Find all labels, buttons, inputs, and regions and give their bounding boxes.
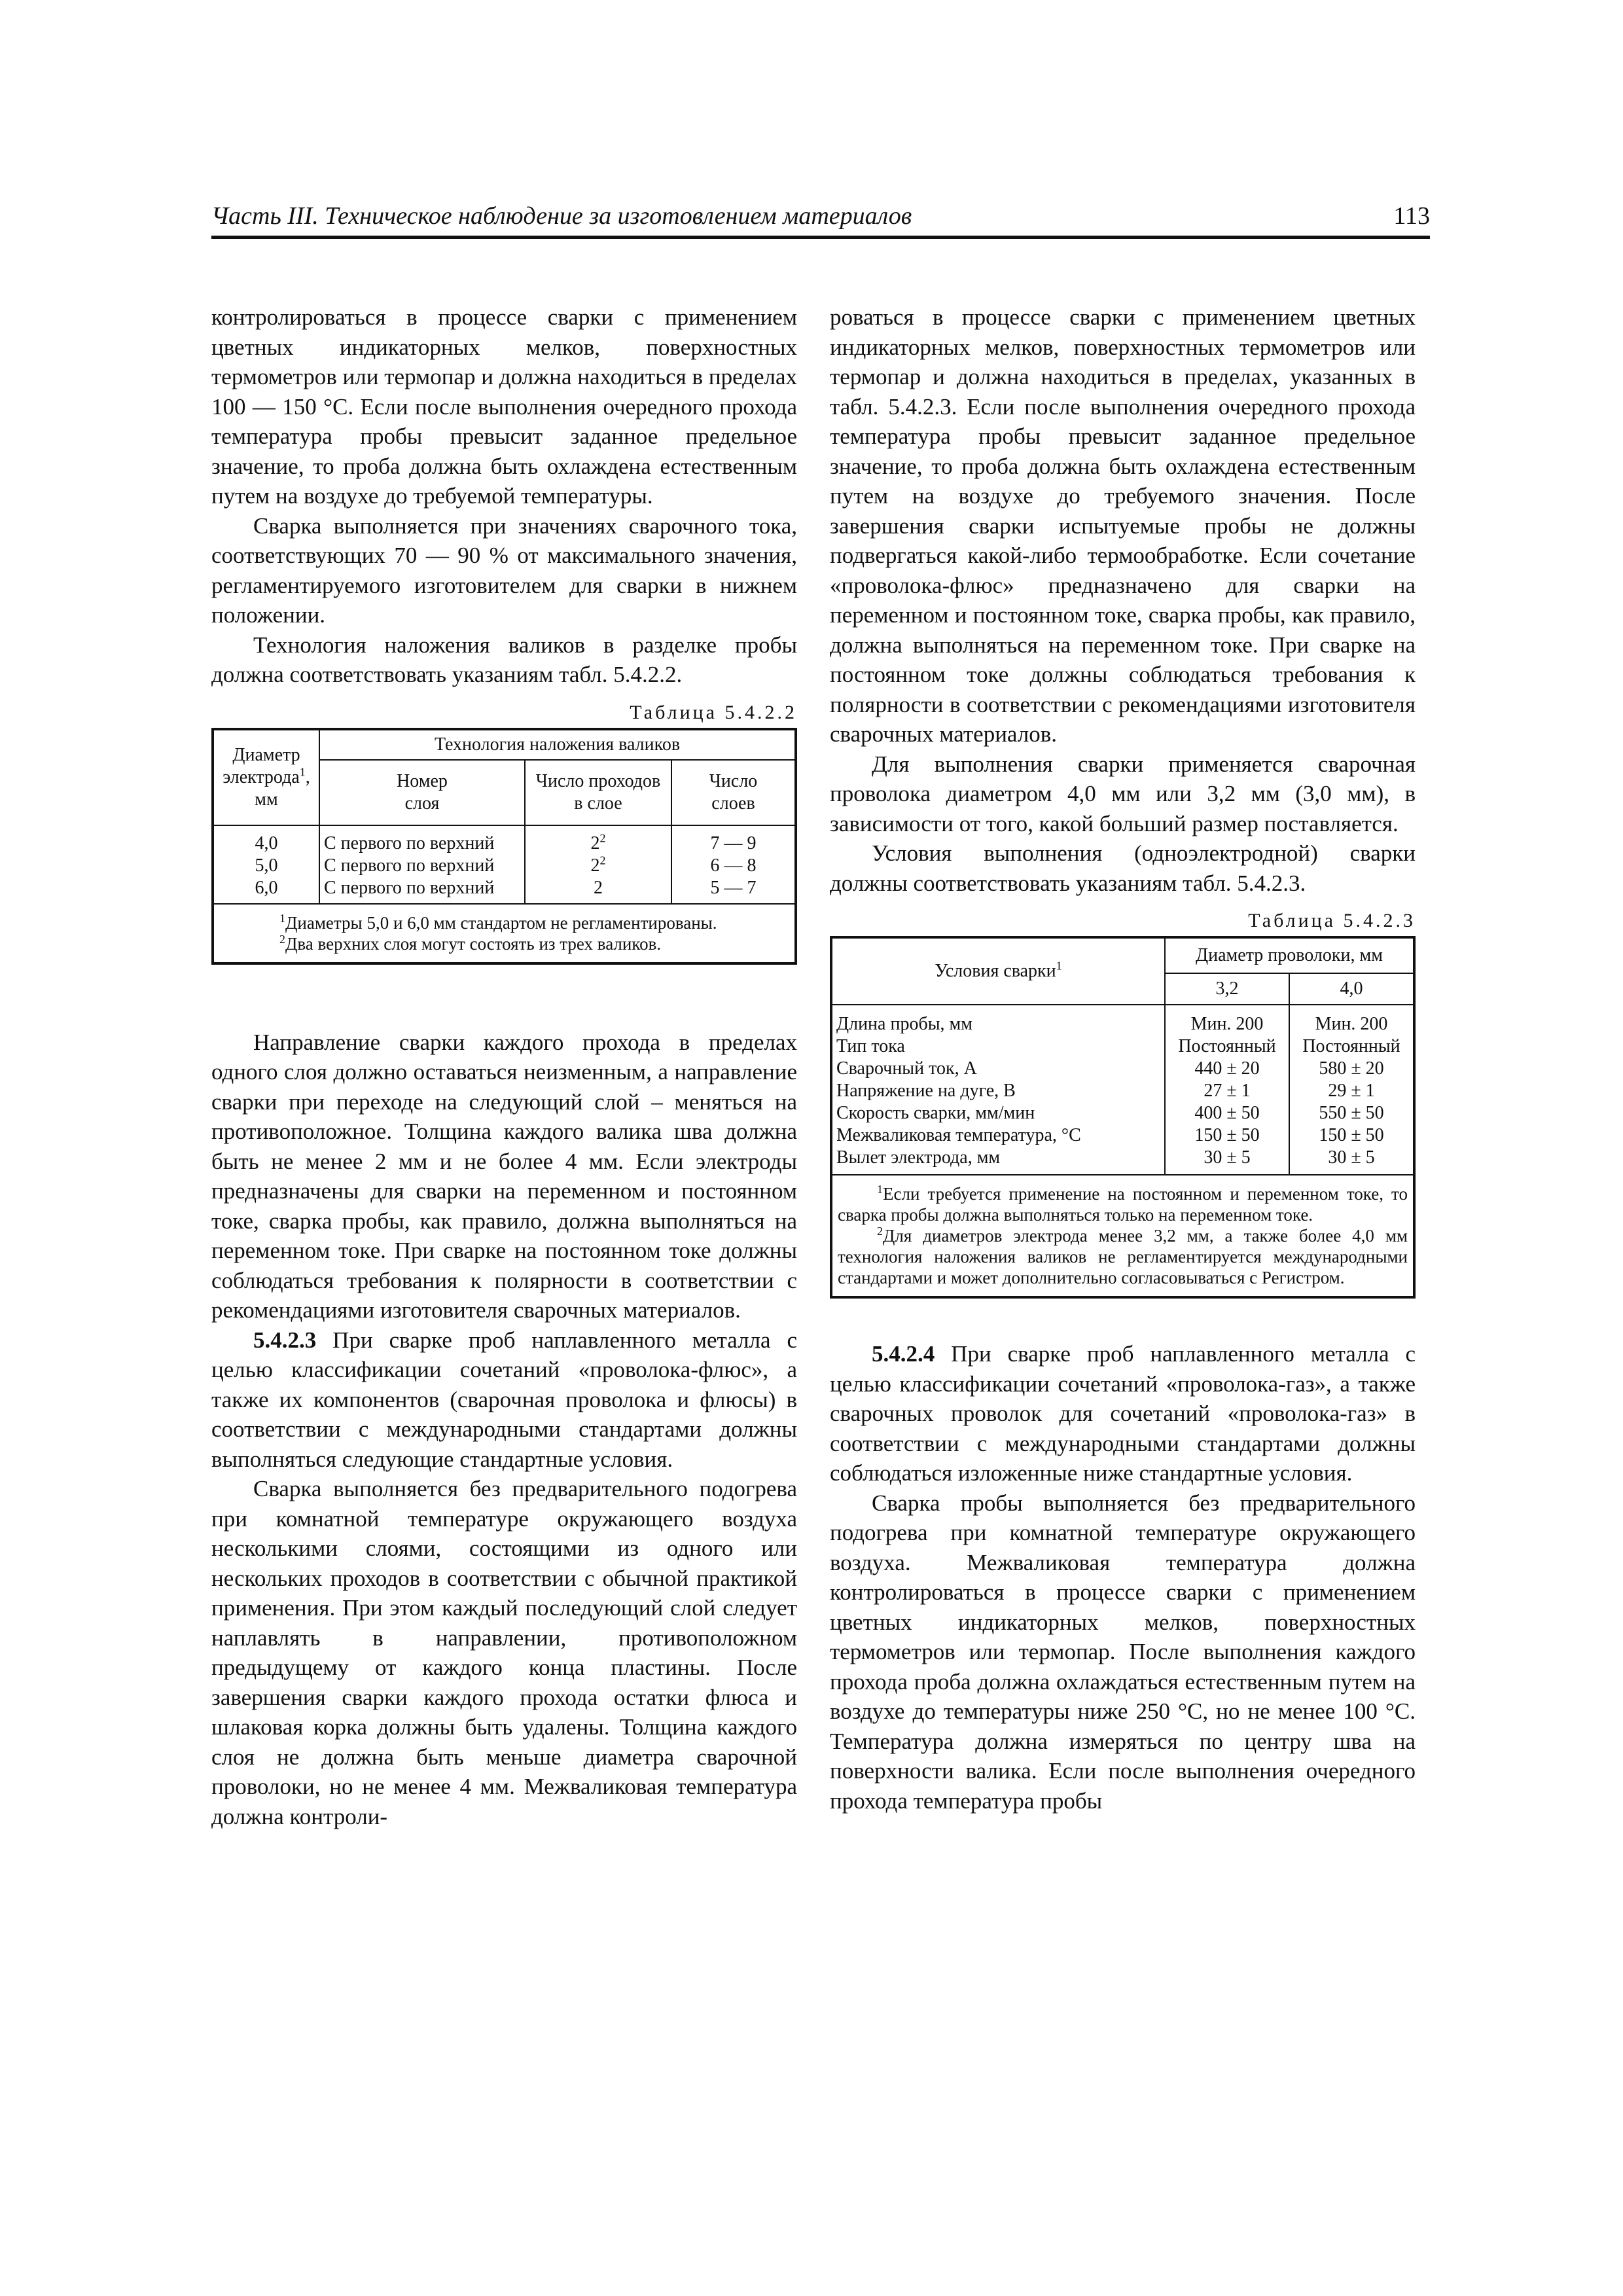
header-wire-diameter: Диаметр проволоки, мм — [1165, 937, 1414, 973]
header-layer-line2: слоя — [404, 793, 440, 814]
cell-layer-count: 6 — 8 — [710, 855, 757, 876]
footnote-mark: 2 — [599, 831, 606, 845]
footnote-mark: 1 — [279, 911, 285, 925]
footnote-mark: 1 — [877, 1183, 883, 1196]
cell-value-3-2: 27 ± 1 — [1204, 1081, 1251, 1101]
cell-value-3-2: 400 ± 50 — [1194, 1103, 1260, 1123]
header-layer-count — [671, 760, 796, 825]
table-beads — [211, 728, 797, 965]
cell-passes: 2 — [590, 833, 600, 853]
header-diameter-unit: , мм — [255, 766, 310, 810]
table-caption: Таблица 5.4.2.2 — [630, 701, 797, 723]
left-paragraph-6: Сварка выполняется без предварительного подогрева при комнатной температуре окружающего воздуха несколькими слоями, состоящими из одного или нескольких проходов в соответствии с обычной практикой применения. При этом каждый последующий слой следует наплавлять в направлении, противоположном предыдущему от каждого конца пластины. После завершения сварки каждого прохода остатки флюса и шлаковая корка должны быть удалены. Толщина каждого слоя не должна быть меньше диаметра сварочной проволоки, но не менее 4 мм. Межваликовая температура должна контроли- — [211, 1476, 797, 1829]
right-paragraph-4 — [830, 1339, 1416, 1488]
left-paragraph-4: Направление сварки каждого прохода в пределах одного слоя должно оставаться неизменным, а направление сварки при переходе на следующий слой – меняться на противоположное. Толщина каждого валика шва должна быть не менее 2 мм и не более 4 мм. Если электроды предназначены для сварки на переменном и постоянном токе, сварка пробы, как правило, должна выполняться на переменном токе. При сварке на постоянном токе должны соблюдаться требования к полярности в соответствии с рекомендациями изготовителя сварочных материалов. — [211, 1029, 797, 1323]
page-number: 113 — [1393, 202, 1430, 230]
table-row — [831, 1005, 1414, 1175]
table-note-2: Два верхних слоя могут состоять из трех валиков. — [285, 933, 662, 954]
cell-value-3-2: 30 ± 5 — [1204, 1147, 1251, 1168]
header-diameter — [213, 729, 319, 825]
table-5-4-2-3 — [830, 910, 1416, 1299]
table-row — [213, 825, 796, 904]
cell-condition: Тип тока — [836, 1036, 905, 1056]
header-passes-line2: в слое — [574, 793, 622, 814]
cell-condition: Межваликовая температура, °С — [836, 1125, 1081, 1145]
running-header — [211, 195, 1430, 239]
cell-condition: Сварочный ток, А — [836, 1058, 977, 1079]
right-paragraph-4-text: При сварке проб наплавленного металла с целью классификации сочетаний «проволока-газ», а также сварочных проволок для сочетаний «проволока-газ» в соответствии с международными стандартами должны соблюдаться изложенные ниже стандартные условия. — [830, 1341, 1416, 1486]
cell-layer: С первого по верхний — [324, 855, 495, 876]
cell-value-4-0: 30 ± 5 — [1328, 1147, 1375, 1168]
header-diameter-4-0: 4,0 — [1289, 973, 1414, 1005]
header-diameter-3-2: 3,2 — [1165, 973, 1289, 1005]
table-notes — [213, 904, 796, 963]
header-passes-line1: Число проходов — [535, 770, 661, 791]
header-count-line1: Число — [709, 770, 758, 791]
footnote-mark: 1 — [299, 765, 306, 779]
cell-condition: Длина пробы, мм — [836, 1014, 972, 1034]
header-conditions — [831, 937, 1165, 1005]
cell-passes: 2 — [590, 855, 600, 876]
cell-diameter: 5,0 — [255, 855, 278, 876]
left-paragraph-1: контролироваться в процессе сварки с применением цветных индикаторных мелков, поверхностных термометров или термопар и должна находиться в пределах 100 — 150 °С. Если после выполнения очередного прохода температура пробы превысит заданное предельное значение, то проба должна быть охлаждена естественным путем на воздухе до требуемой температуры. — [211, 304, 797, 509]
header-count-line2: слоев — [711, 793, 755, 814]
footnote-mark: 1 — [1056, 959, 1062, 973]
cell-value-4-0: 29 ± 1 — [1328, 1081, 1375, 1101]
cell-layer-count: 5 — 7 — [710, 877, 757, 898]
cell-diameter: 4,0 — [255, 833, 278, 853]
left-paragraph-3: Технология наложения валиков в разделке пробы должна соответствовать указаниям табл. 5.4.2.2. — [211, 632, 797, 687]
cell-passes: 2 — [594, 877, 603, 898]
header-passes — [525, 760, 671, 825]
cell-value-3-2: Мин. 200 — [1190, 1014, 1264, 1034]
cell-value-4-0: 550 ± 50 — [1319, 1103, 1384, 1123]
cell-layer: С первого по верхний — [324, 833, 495, 853]
cell-condition: Скорость сварки, мм/мин — [836, 1103, 1035, 1123]
cell-diameter: 6,0 — [255, 877, 278, 898]
cell-value-4-0: Мин. 200 — [1315, 1014, 1388, 1034]
right-paragraph-3: Условия выполнения (одноэлектродной) сварки должны соответствовать указаниям табл. 5.4.2.3. — [830, 840, 1416, 896]
header-technology: Технология наложения валиков — [319, 729, 796, 760]
right-paragraph-5: Сварка пробы выполняется без предварительного подогрева при комнатной температуре окружающего воздуха. Межваликовая температура должна контролироваться в процессе сварки с применением цветных индикаторных мелков, поверхностных термометров или термопар. После выполнения каждого прохода проба должна охлаждаться естественным путем на воздухе до температуры ниже 250 °С, но не менее 100 °С. Температура должна измеряться по центру шва на поверхности валика. Если после выполнения очередного прохода температура пробы — [830, 1490, 1416, 1814]
table-note-1: Если требуется применение на постоянном и переменном токе, то сварка пробы должна выполняться только на переменном токе. — [838, 1184, 1408, 1225]
section-number: 5.4.2.4 — [872, 1341, 935, 1367]
right-column — [830, 302, 1416, 1816]
cell-value-4-0: Постоянный — [1302, 1036, 1400, 1056]
left-paragraph-5-text: При сварке проб наплавленного металла с целью классификации сочетаний «проволока-флюс», а также их компонентов (сварочная проволока и флюсы) в соответствии с международными стандартами должны выполняться следующие стандартные условия. — [211, 1327, 797, 1472]
table-note-1: Диаметры 5,0 и 6,0 мм стандартом не регламентированы. — [285, 912, 717, 933]
left-paragraph-5 — [211, 1325, 797, 1475]
right-paragraph-2: Для выполнения сварки применяется сварочная проволока диаметром 4,0 мм или 3,2 мм (3,0 мм), в зависимости от того, какой больший размер поставляется. — [830, 751, 1416, 836]
cell-condition: Вылет электрода, мм — [836, 1147, 1001, 1168]
table-5-4-2-2 — [211, 702, 797, 965]
cell-value-3-2: 440 ± 20 — [1194, 1058, 1260, 1079]
header-layer — [319, 760, 525, 825]
left-column — [211, 302, 797, 1831]
section-number: 5.4.2.3 — [253, 1327, 317, 1353]
header-diameter-line2: электрода — [223, 766, 300, 787]
cell-value-3-2: Постоянный — [1178, 1036, 1276, 1056]
cell-layer-count: 7 — 9 — [710, 833, 757, 853]
header-diameter-line1: Диаметр — [232, 744, 300, 765]
footnote-mark: 2 — [877, 1225, 883, 1238]
cell-condition: Напряжение на дуге, В — [836, 1081, 1016, 1101]
footnote-mark: 2 — [279, 932, 285, 946]
right-paragraph-1: роваться в процессе сварки с применением цветных индикаторных мелков, поверхностных термометров или термопар и должна находиться в пределах, указанных в табл. 5.4.2.3. Если после выполнения очередного прохода температура пробы превысит заданное предельное значение, то проба должна быть охлаждена естественным путем на воздухе до требуемого значения. После завершения сварки испытуемые пробы не должны подвергаться какой-либо термообработке. Если сочетание «проволока-флюс» предназначено для сварки на переменном и постоянном токе, сварка пробы, как правило, должна выполняться на переменном токе. При сварке на постоянном токе должны соблюдаться требования к полярности в соответствии с рекомендациями изготовителя сварочных материалов. — [830, 304, 1416, 747]
cell-value-3-2: 150 ± 50 — [1194, 1125, 1260, 1145]
cell-value-4-0: 580 ± 20 — [1319, 1058, 1384, 1079]
header-title: Часть III. Техническое наблюдение за изготовлением материалов — [211, 202, 912, 230]
header-conditions-text: Условия сварки — [935, 961, 1056, 981]
cell-layer: С первого по верхний — [324, 877, 495, 898]
table-note-2: Для диаметров электрода менее 3,2 мм, а также более 4,0 мм технология наложения валиков не регламентируется международными стандартами и может дополнительно согласовываться с Регистром. — [838, 1226, 1408, 1287]
header-layer-line1: Номер — [397, 770, 448, 791]
table-welding-conditions — [830, 936, 1416, 1299]
table-notes — [831, 1175, 1414, 1297]
cell-value-4-0: 150 ± 50 — [1319, 1125, 1384, 1145]
table-caption: Таблица 5.4.2.3 — [1248, 910, 1416, 931]
footnote-mark: 2 — [599, 853, 606, 867]
left-paragraph-2: Сварка выполняется при значениях сварочного тока, соответствующих 70 — 90 % от максимального значения, регламентируемого изготовителем для сварки в нижнем положении. — [211, 512, 797, 628]
